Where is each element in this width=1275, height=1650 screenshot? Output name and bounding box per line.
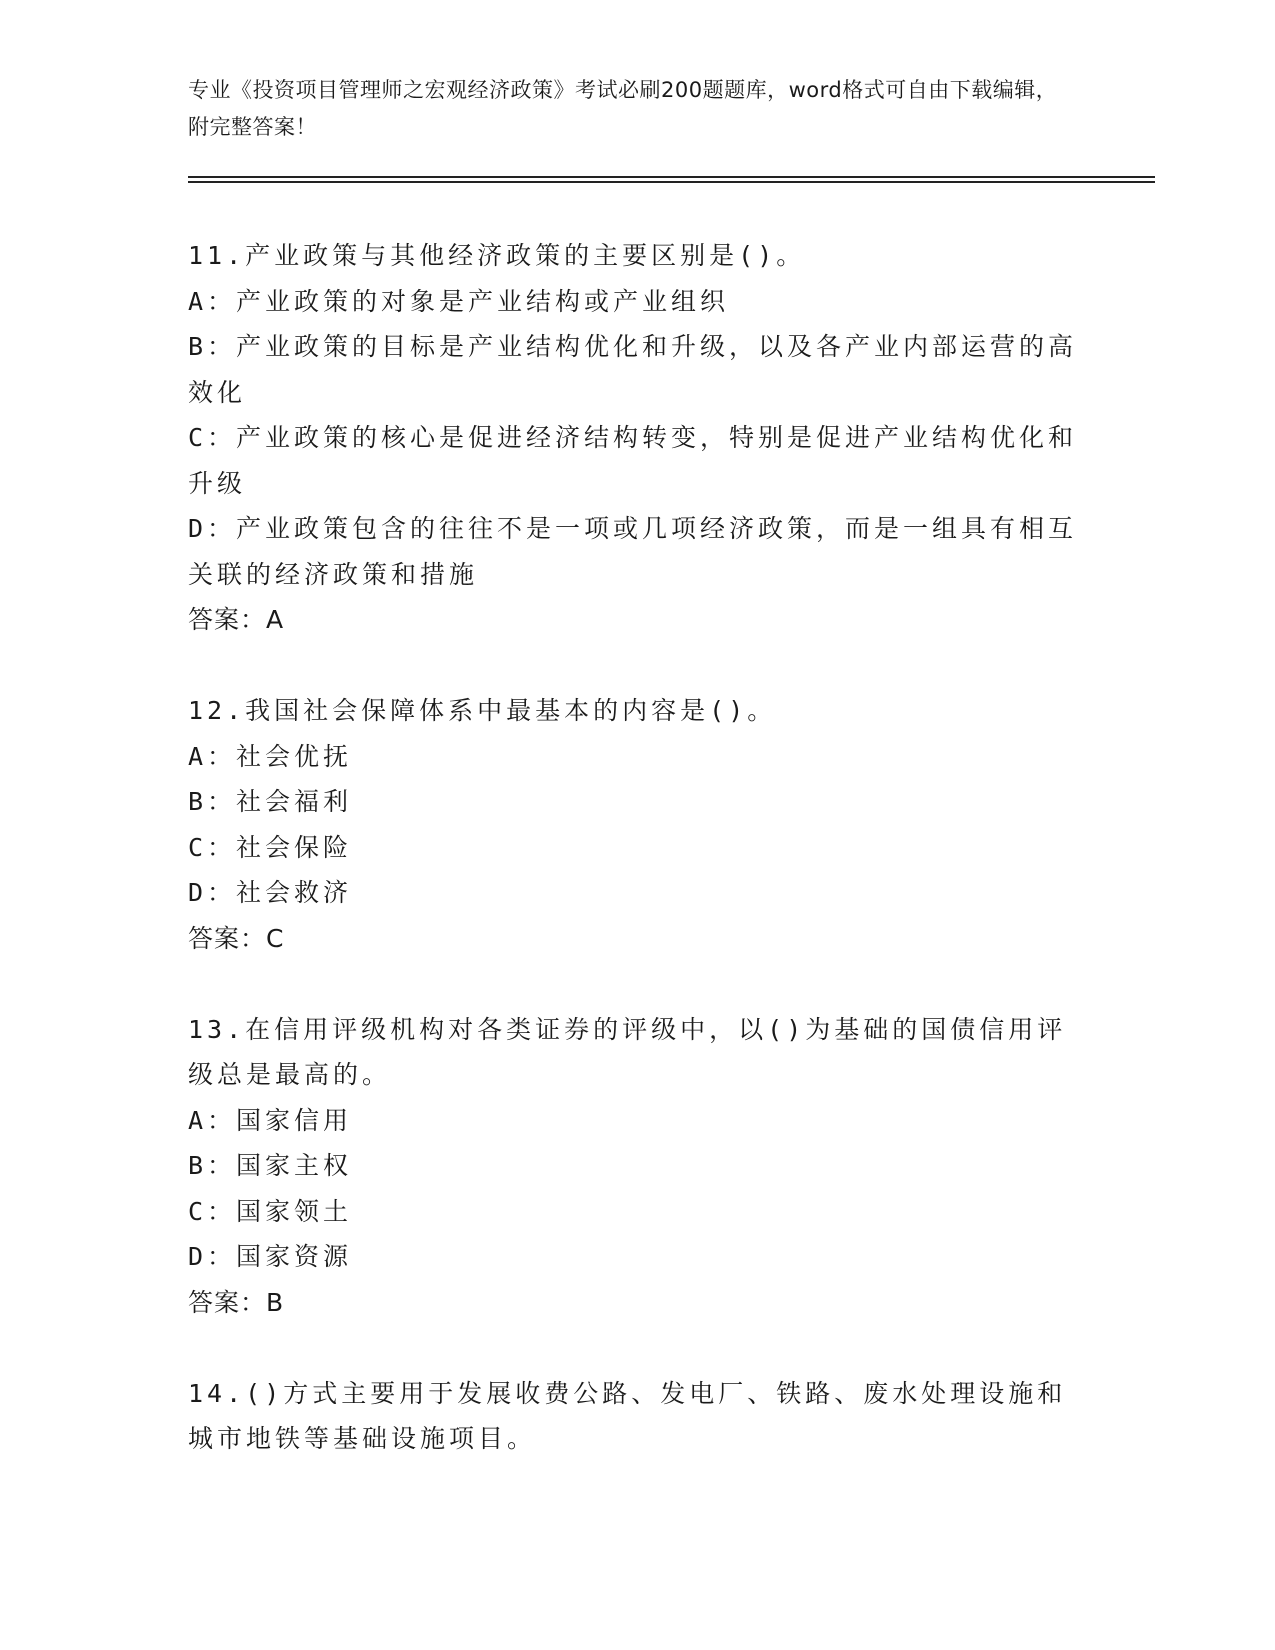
document-header: 专业《投资项目管理师之宏观经济政策》考试必刷200题题库，word格式可自由下载编辑，附完整答案！: [188, 78, 1058, 139]
header-divider-top: [188, 176, 1155, 178]
option-c: C：产业政策的核心是促进经济结构转变，特别是促进产业结构优化和升级: [188, 423, 1078, 498]
header-divider-bottom: [188, 181, 1155, 183]
question-stem: 11.产业政策与其他经济政策的主要区别是()。: [188, 241, 806, 270]
option-a: A：社会优抚: [188, 741, 353, 771]
option-b: B：产业政策的目标是产业结构优化和升级，以及各产业内部运营的高效化: [188, 332, 1078, 407]
question-item: [188, 688, 1078, 961]
option-b: B：国家主权: [188, 1151, 353, 1180]
option-d: D：产业政策包含的往往不是一项或几项经济政策，而是一组具有相互关联的经济政策和措施: [188, 514, 1078, 589]
question-list: [188, 233, 1078, 1507]
question-stem: 13.在信用评级机构对各类证券的评级中，以()为基础的国债信用评级总是最高的。: [188, 1014, 1067, 1089]
question-item: [188, 1007, 1078, 1326]
option-a: A：产业政策的对象是产业结构或产业组织: [188, 286, 730, 316]
option-c: C：社会保险: [188, 832, 353, 862]
answer-line: 答案：A: [188, 605, 285, 634]
option-c: C：国家领土: [188, 1196, 353, 1226]
question-item: [188, 233, 1078, 643]
option-b: B：社会福利: [188, 787, 353, 816]
option-a: A：国家信用: [188, 1105, 353, 1135]
question-item: [188, 1371, 1078, 1462]
option-d: D：国家资源: [188, 1242, 353, 1271]
answer-line: 答案：C: [188, 923, 285, 953]
question-stem: 12.我国社会保障体系中最基本的内容是()。: [188, 696, 777, 725]
option-d: D：社会救济: [188, 878, 353, 907]
answer-line: 答案：B: [188, 1287, 285, 1317]
question-stem: 14.()方式主要用于发展收费公路、发电厂、铁路、废水处理设施和城市地铁等基础设施项目。: [188, 1378, 1067, 1453]
